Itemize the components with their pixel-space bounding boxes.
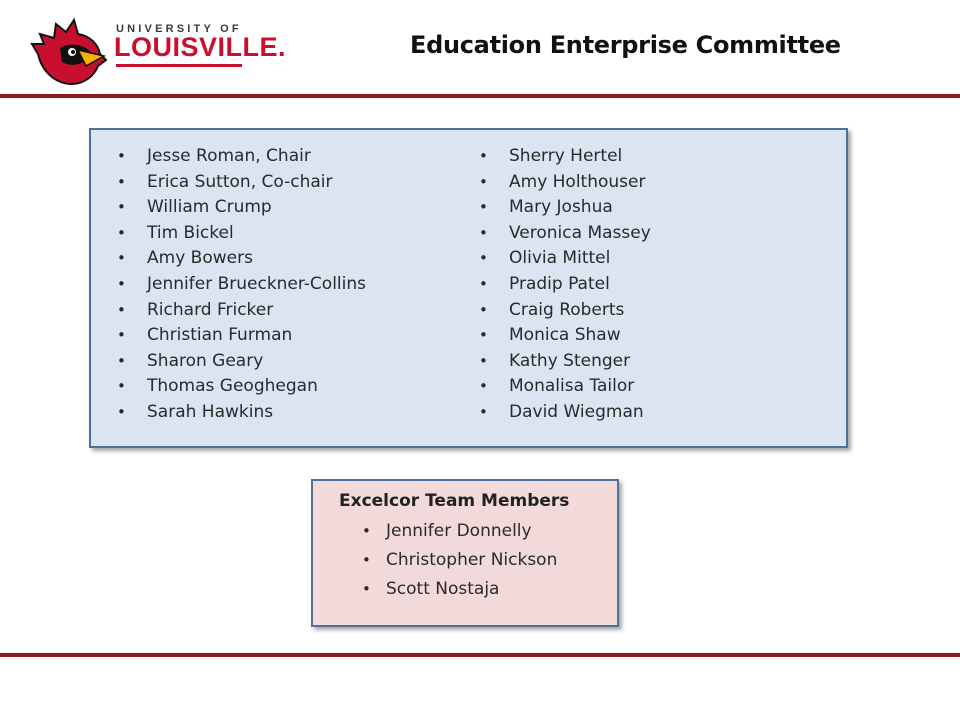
list-item: • Jesse Roman, Chair: [117, 144, 366, 170]
list-item: • Tim Bickel: [117, 221, 366, 247]
logo-university-of: UNIVERSITY OF: [116, 23, 242, 35]
list-item: • Amy Bowers: [117, 246, 366, 272]
logo-louisville: LOUISVILLE.: [114, 32, 287, 62]
list-item: • Veronica Massey: [479, 221, 651, 247]
list-item: • Jennifer Brueckner-Collins: [117, 272, 366, 298]
list-item: • Richard Fricker: [117, 298, 366, 324]
page-title: Education Enterprise Committee: [410, 31, 841, 59]
excelcor-heading: Excelcor Team Members: [339, 491, 570, 511]
list-item: • Monica Shaw: [479, 323, 651, 349]
cardinal-icon: [30, 14, 110, 86]
list-item: • Erica Sutton, Co-chair: [117, 170, 366, 196]
logo-underline: [116, 64, 242, 67]
bottom-divider: [0, 653, 960, 657]
university-logo: [30, 14, 287, 86]
excelcor-members-list: [362, 517, 557, 604]
members-list-left: [117, 144, 366, 426]
members-list-right: [479, 144, 651, 426]
list-item: • Olivia Mittel: [479, 246, 651, 272]
list-item: • Scott Nostaja: [362, 575, 557, 604]
list-item: • Jennifer Donnelly: [362, 517, 557, 546]
list-item: • Mary Joshua: [479, 195, 651, 221]
excelcor-panel: [311, 479, 619, 627]
list-item: • Amy Holthouser: [479, 170, 651, 196]
list-item: • Christopher Nickson: [362, 546, 557, 575]
list-item: • Sharon Geary: [117, 349, 366, 375]
committee-members-panel: [89, 128, 848, 448]
list-item: • Kathy Stenger: [479, 349, 651, 375]
list-item: • Sherry Hertel: [479, 144, 651, 170]
list-item: • Christian Furman: [117, 323, 366, 349]
list-item: • Monalisa Tailor: [479, 374, 651, 400]
list-item: • David Wiegman: [479, 400, 651, 426]
list-item: • William Crump: [117, 195, 366, 221]
list-item: • Pradip Patel: [479, 272, 651, 298]
list-item: • Thomas Geoghegan: [117, 374, 366, 400]
list-item: • Craig Roberts: [479, 298, 651, 324]
list-item: • Sarah Hawkins: [117, 400, 366, 426]
top-divider: [0, 94, 960, 98]
